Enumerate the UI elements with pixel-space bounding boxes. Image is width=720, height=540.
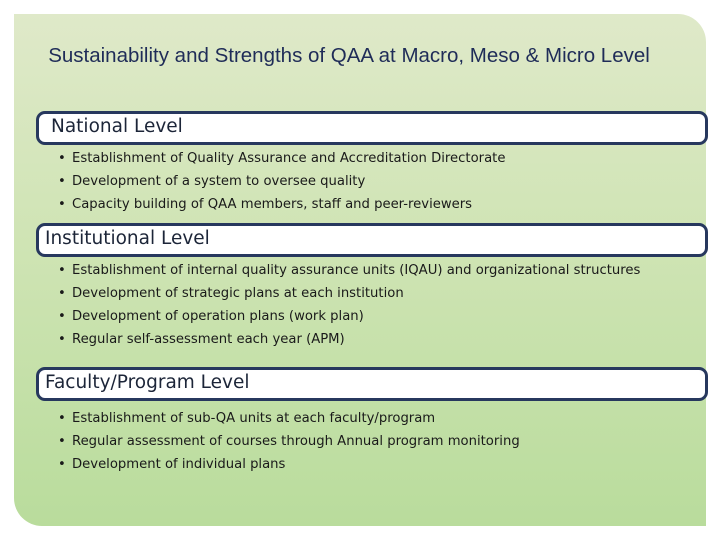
list-item: • Regular assessment of courses through Annual program monitoring	[58, 432, 658, 452]
section-national	[58, 149, 658, 219]
section-institutional	[58, 261, 658, 367]
level-label-national: National Level	[48, 116, 186, 137]
bullet-icon: •	[58, 457, 66, 472]
section-faculty	[58, 409, 658, 484]
list-item: • Development of strategic plans at each institution	[58, 284, 658, 304]
bullet-icon: •	[58, 411, 66, 426]
list-item: • Establishment of sub-QA units at each faculty/program	[58, 409, 658, 429]
bullet-icon: •	[58, 263, 66, 278]
level-label-institutional: Institutional Level	[42, 228, 213, 249]
list-item: • Development of a system to oversee quality	[58, 172, 658, 192]
bullet-icon: •	[58, 332, 66, 347]
list-item: • Capacity building of QAA members, staff and peer-reviewers	[58, 195, 658, 215]
bullet-icon: •	[58, 197, 66, 212]
list-item: • Establishment of Quality Assurance and Accreditation Directorate	[58, 149, 658, 169]
bullet-icon: •	[58, 286, 66, 301]
bullet-icon: •	[58, 309, 66, 324]
bullet-icon: •	[58, 151, 66, 166]
list-item: • Development of individual plans	[58, 455, 658, 475]
bullet-icon: •	[58, 174, 66, 189]
level-label-faculty: Faculty/Program Level	[42, 372, 253, 393]
bullet-icon: •	[58, 434, 66, 449]
list-item: • Establishment of internal quality assurance units (IQAU) and organizational structures	[58, 261, 658, 281]
slide-title: Sustainability and Strengths of QAA at Macro, Meso & Micro Level	[48, 44, 650, 67]
list-item: • Regular self-assessment each year (APM)	[58, 330, 658, 350]
list-item: • Development of operation plans (work plan)	[58, 307, 658, 327]
